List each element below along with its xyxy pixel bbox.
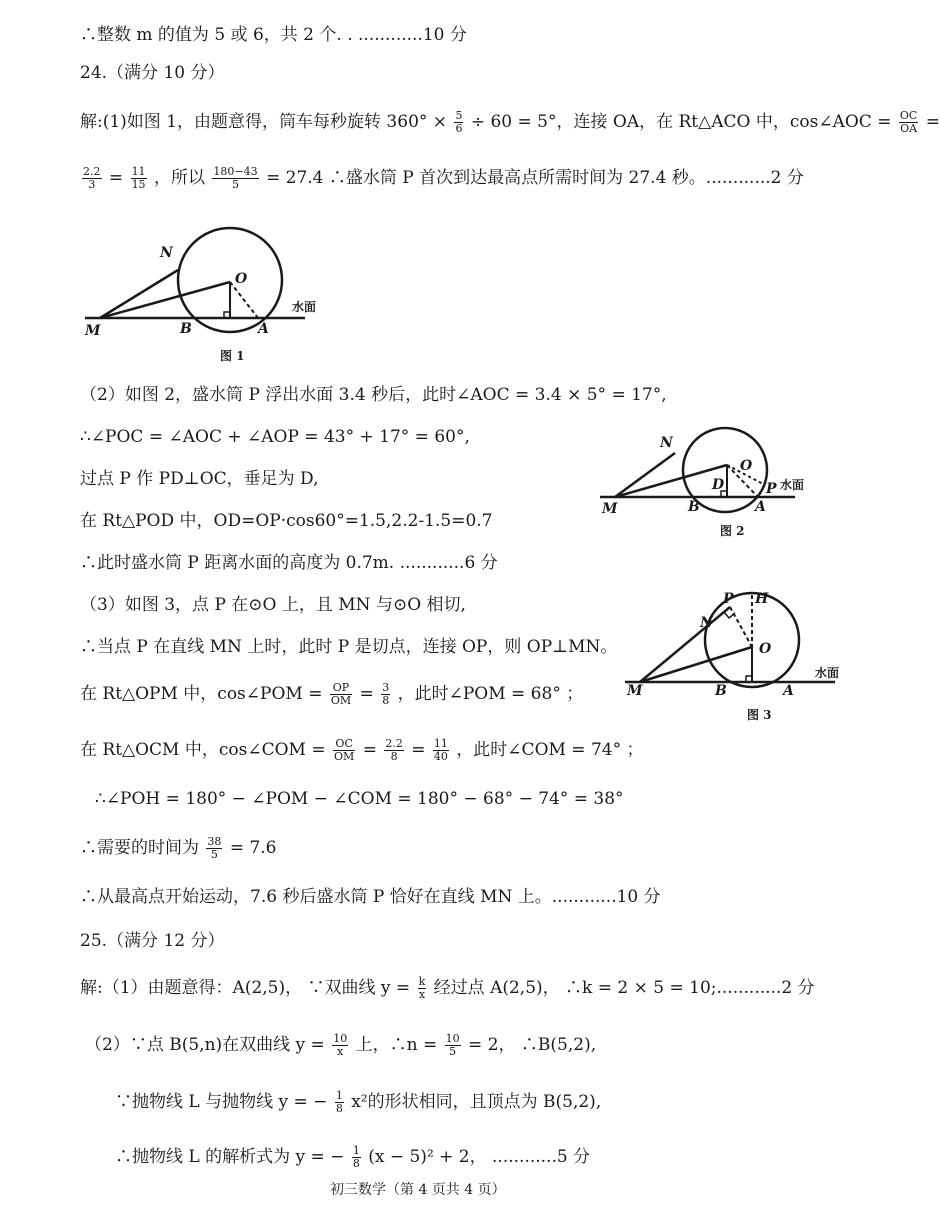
fraction-1-8-b [352, 1145, 361, 1170]
den: 5 [210, 848, 218, 861]
num: 180−43 [213, 165, 258, 178]
line-17-b: 经过点 A(2,5)， ∴k = 2 × 5 = 10;............2 分 [433, 978, 815, 998]
fig1-label-a: A [258, 321, 269, 337]
fig1-label-o: O [235, 271, 248, 287]
den: 8 [335, 1102, 343, 1115]
den: OM [330, 694, 352, 707]
den: 6 [455, 122, 463, 135]
line-11-c: ，此时∠POM = 68° ； [397, 684, 584, 704]
line-14-b: = 7.6 [229, 838, 277, 858]
line-18-c: = 2， ∴B(5,2), [468, 1035, 597, 1055]
num: 11 [433, 737, 448, 750]
num: 10 [445, 1032, 460, 1045]
den: 15 [131, 178, 146, 191]
fig2-label-water: 水面 [780, 478, 805, 492]
line-19-a: ∵抛物线 L 与抛物线 y = − [115, 1092, 328, 1112]
line-9: （3）如图 3，点 P 在⊙O 上，且 MN 与⊙O 相切, [80, 595, 466, 615]
line-11-a: 在 Rt△OPM 中，cos∠POM = [80, 684, 323, 704]
den: 5 [231, 178, 239, 191]
fraction-10-5 [445, 1033, 461, 1058]
line-5: ∴∠POC = ∠AOC + ∠AOP = 43° + 17° = 60°, [80, 427, 470, 447]
num: OC [899, 109, 918, 122]
num: OC [333, 738, 355, 751]
fig3-label-n: N [700, 615, 713, 631]
line-15: ∴从最高点开始运动，7.6 秒后盛水筒 P 恰好在直线 MN 上。............10 分 [80, 887, 661, 907]
line-3-c: = 27.4 ∴盛水筒 P 首次到达最高点所需时间为 27.4 秒。............2 分 [266, 168, 804, 188]
num: 10 [333, 1032, 348, 1045]
line-4: （2）如图 2，盛水筒 P 浮出水面 3.4 秒后，此时∠AOC = 3.4 × 5° = 17°, [80, 385, 667, 405]
fig2-label-p: P [766, 481, 777, 497]
line-19-b: x²的形状相同，且顶点为 B(5,2), [351, 1092, 602, 1112]
num: k [418, 975, 426, 988]
fig2-label-m: M [602, 501, 618, 517]
line-14-a: ∴需要的时间为 [80, 838, 199, 858]
fig2-label-n: N [660, 435, 673, 451]
line-13: ∴∠POH = 180° − ∠POM − ∠COM = 180° − 68° − 74° = 38° [95, 789, 624, 809]
line-17 [80, 976, 815, 1001]
den: x [418, 988, 426, 1001]
den: 8 [390, 750, 398, 763]
fig3-label-a: A [783, 683, 794, 699]
line-3-b: ，所以 [153, 168, 205, 188]
fig1-label-b: B [180, 321, 192, 337]
line-17-a: 解:（1）由题意得：A(2,5)， ∵双曲线 y = [80, 978, 411, 998]
fraction-2.2-8 [384, 738, 404, 763]
num: 5 [455, 109, 463, 122]
fig1-label-n: N [160, 245, 173, 261]
fraction-11-15 [131, 166, 147, 191]
num: 1 [352, 1144, 360, 1157]
line-12-d: ，此时∠COM = 74° ； [456, 740, 644, 760]
fig3-label-h: H [755, 591, 769, 607]
fraction-oc-oa [899, 110, 918, 135]
line-8: ∴此时盛水筒 P 距离水面的高度为 0.7m. ............6 分 [80, 553, 498, 573]
num: 38 [207, 835, 222, 848]
den: OA [900, 122, 918, 135]
line-3-a: = [108, 168, 124, 188]
num: 11 [131, 165, 146, 178]
den: OM [334, 750, 355, 763]
fig3-caption: 图 3 [747, 708, 772, 722]
fraction-op-om [330, 682, 352, 707]
line-19 [115, 1090, 601, 1115]
fig1-label-water: 水面 [292, 300, 317, 314]
line-10: ∴当点 P 在直线 MN 上时，此时 P 是切点，连接 OP，则 OP⊥MN。 [80, 637, 618, 657]
den: 5 [449, 1045, 457, 1058]
fraction-3-8 [381, 682, 390, 707]
num: 2.2 [83, 165, 101, 178]
num: 1 [335, 1089, 343, 1102]
fraction-2.2-3 [82, 166, 102, 191]
fraction-k-x [418, 976, 427, 1001]
fig2-caption: 图 2 [720, 524, 745, 538]
den: 3 [88, 178, 96, 191]
line-12 [80, 738, 644, 763]
line-12-c: = [411, 740, 426, 760]
fraction-137-5 [212, 166, 258, 191]
line-18-b: 上，∴n = [355, 1035, 438, 1055]
den: 8 [352, 1157, 360, 1170]
fraction-10-x [332, 1033, 348, 1058]
line-11 [80, 682, 583, 707]
line-7: 在 Rt△POD 中，OD=OP·cos60°=1.5,2.2-1.5=0.7 [80, 511, 493, 531]
num: 2.2 [385, 737, 403, 750]
num: OP [330, 682, 352, 695]
line-20 [115, 1145, 590, 1170]
line-12-b: = [362, 740, 377, 760]
den: 40 [433, 750, 448, 763]
fig3-label-o: O [759, 641, 772, 657]
fraction-11-40 [433, 738, 449, 763]
fig3-label-p: P [723, 591, 734, 607]
fraction-1-8-a [335, 1090, 344, 1115]
figure-3 [625, 585, 850, 725]
problem-25-heading: 25.（满分 12 分） [80, 931, 225, 951]
line-18-a: （2）∵点 B(5,n)在双曲线 y = [85, 1035, 325, 1055]
fig2-label-b: B [688, 499, 700, 515]
line-12-a: 在 Rt△OCM 中，cos∠COM = [80, 740, 326, 760]
line-2-c: = [925, 112, 940, 132]
line-6: 过点 P 作 PD⊥OC，垂足为 D, [80, 469, 319, 489]
line-2 [80, 110, 940, 135]
fig2-label-o: O [740, 458, 753, 474]
num: 3 [382, 681, 390, 694]
fig2-label-d: D [712, 477, 725, 493]
fig2-label-a: A [755, 499, 766, 515]
line-18 [85, 1033, 596, 1058]
line-0: ∴整数 m 的值为 5 或 6，共 2 个. . ............10 分 [80, 25, 467, 45]
line-3 [80, 166, 804, 191]
line-2-b: ÷ 60 = 5°，连接 OA，在 Rt△ACO 中，cos∠AOC = [470, 112, 892, 132]
fig3-label-m: M [627, 683, 643, 699]
line-2-a: 解:(1)如图 1，由题意得，筒车每秒旋转 360° × [80, 112, 448, 132]
line-20-a: ∴抛物线 L 的解析式为 y = − [115, 1147, 345, 1167]
problem-24-heading: 24.（满分 10 分） [80, 63, 225, 83]
fraction-5-6 [454, 110, 463, 135]
line-14 [80, 836, 277, 861]
fraction-38-5 [206, 836, 222, 861]
fig3-label-water: 水面 [815, 666, 840, 680]
figure-1 [80, 225, 320, 370]
page-footer: 初三数学（第 4 页共 4 页） [330, 1182, 506, 1198]
line-11-b: = [359, 684, 374, 704]
den: 8 [382, 694, 390, 707]
figure-2 [600, 425, 815, 545]
line-20-b: (x − 5)² + 2， ............5 分 [368, 1147, 591, 1167]
fig1-label-m: M [85, 323, 101, 339]
fig3-label-b: B [715, 683, 727, 699]
fraction-oc-om [333, 738, 355, 763]
fig1-caption: 图 1 [220, 349, 245, 363]
den: x [337, 1045, 344, 1058]
